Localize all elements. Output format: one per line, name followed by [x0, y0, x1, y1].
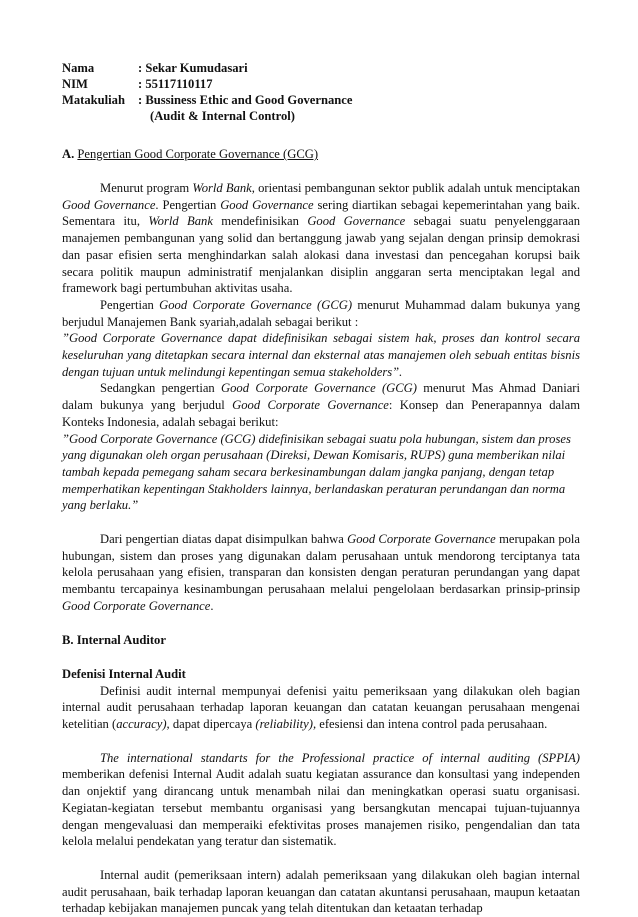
document-page — [62, 60, 580, 917]
audit-paragraph-definition: Definisi audit internal mempunyai defenisi yaitu pemeriksaan yang dilakukan oleh bagian internal audit perusahaan terhadap laporan keuangan dan catatan keuangan perusahaan mengenai ketelitian (accuracy), dapat dipercaya (reliability), efesiensi dan intena control pada perusahaan. — [62, 683, 580, 731]
gcg-quote-muhammad: ”Good Corporate Governance dapat didefinisikan sebagai sistem hak, proses dan kontrol secara keseluruhan yang ditetapkan secara internal dan eksternal atas manajemen oleh sebuah entitas bisnis dengan tujuan untuk melindungi kepentingan semua stakeholders”. — [62, 331, 580, 379]
gcg-paragraph-world-bank: Menurut program World Bank, orientasi pembangunan sektor publik adalah untuk menciptakan Good Governance. Pengertian Good Governance sering diartikan sebagai kepemerintahan yang baik. Sementara itu, World Bank mendefinisikan Good Governance sebagai suatu penyelenggaraan manajemen pembangunan yang solid dan bertanggung jawab yang sejalan dengan prinsip demokrasi dan pasar efisien serta menghindarkan salah alokasi dana investasi dan pencegahan korupsi baik secara politik maupun administratif menjalankan disiplin anggaran serta menciptakan legal and framework bagi pertumbuhan aktivitas usaha. — [62, 181, 581, 296]
audit-paragraph-sppia: The international standarts for the Professional practice of internal auditing (SPPIA) memberikan defenisi Internal Audit adalah suatu kegiatan assurance dan konsultasi yang independen dan onjektif yang dirancang untuk menambah nilai dan meningkatkan operasi suatu organisasi. Kegiatan-kegiatan tersebut membantu organisasi yang bersangkutan mencapai tujuan-tujuannya dengan mengevaluasi dan memperaiki efektivitas proses manajemen risiko, pengendalian dan tata kelola melalui pendekatan yang teratur dan sistematik. — [62, 750, 580, 849]
course-label: Matakuliah — [62, 93, 125, 107]
internal-audit-subheading: Defenisi Internal Audit — [62, 666, 186, 681]
name-label: Nama — [62, 61, 95, 75]
gcg-paragraph-muhammad: Pengertian Good Corporate Governance (GCG) menurut Muhammad dalam bukunya yang berjudul Manajemen Bank syariah,adalah sebagai berikut : — [62, 297, 580, 329]
nim-value: : 55117110117 — [138, 77, 213, 91]
gcg-paragraph-daniari: Sedangkan pengertian Good Corporate Governance (GCG) menurut Mas Ahmad Daniari dalam bukunya yang berjudul Good Corporate Governance: Konsep dan Penerapannya dalam Konteks Indonesia, adalah sebagai berikut: — [62, 381, 580, 429]
section-a-title: Pengertian Good Corporate Governance (GCG) — [77, 147, 319, 161]
section-a-heading — [62, 146, 580, 163]
gcg-quote-daniari: ”Good Corporate Governance (GCG) didefinisikan sebagai suatu pola hubungan, sistem dan proses yang digunakan oleh organ perusahaan (Direksi, Dewan Komisaris, RUPS) guna memberikan nilai tambah kepada pemegang saham secara berkesinambungan dalam jangka panjang, dengan tetap memperhatikan kepentingan Stakholders lainnya, berlandaskan peraturan perundangan dan norma yang berlaku.” — [62, 431, 571, 513]
section-a-letter: A. — [62, 147, 75, 161]
gcg-paragraph-conclusion: Dari pengertian diatas dapat disimpulkan bahwa Good Corporate Governance merupakan pola hubungan, sistem dan proses yang digunakan dalam perusahaan untuk mendorong terciptanya tata kelola perusahaan yang efisien, transparan dan konsisten dengan peraturan perundangan yang dapat membantu tercapainya kesinambungan perusahaan melalui pengelolaan berdasarkan prinsip-prinsip Good Corporate Governance. — [62, 532, 581, 613]
name-row — [62, 60, 580, 76]
course-value: : Bussiness Ethic and Good Governance — [138, 93, 353, 107]
name-value: : Sekar Kumudasari — [138, 61, 248, 75]
nim-row — [62, 76, 580, 92]
section-b-heading: B. Internal Auditor — [62, 632, 166, 647]
audit-paragraph-internal: Internal audit (pemeriksaan intern) adalah pemeriksaan yang dilakukan oleh bagian internal audit perusahaan, baik terhadap laporan keuangan dan catatan akuntansi perusahaan, maupun ketaatan terhadap kebijakan manajemen puncak yang telah ditentukan dan ketaatan terhadap — [62, 867, 580, 916]
course-row — [62, 92, 580, 108]
nim-label: NIM — [62, 77, 88, 91]
course-value-subtitle: (Audit & Internal Control) — [150, 109, 295, 123]
student-header — [62, 60, 580, 124]
